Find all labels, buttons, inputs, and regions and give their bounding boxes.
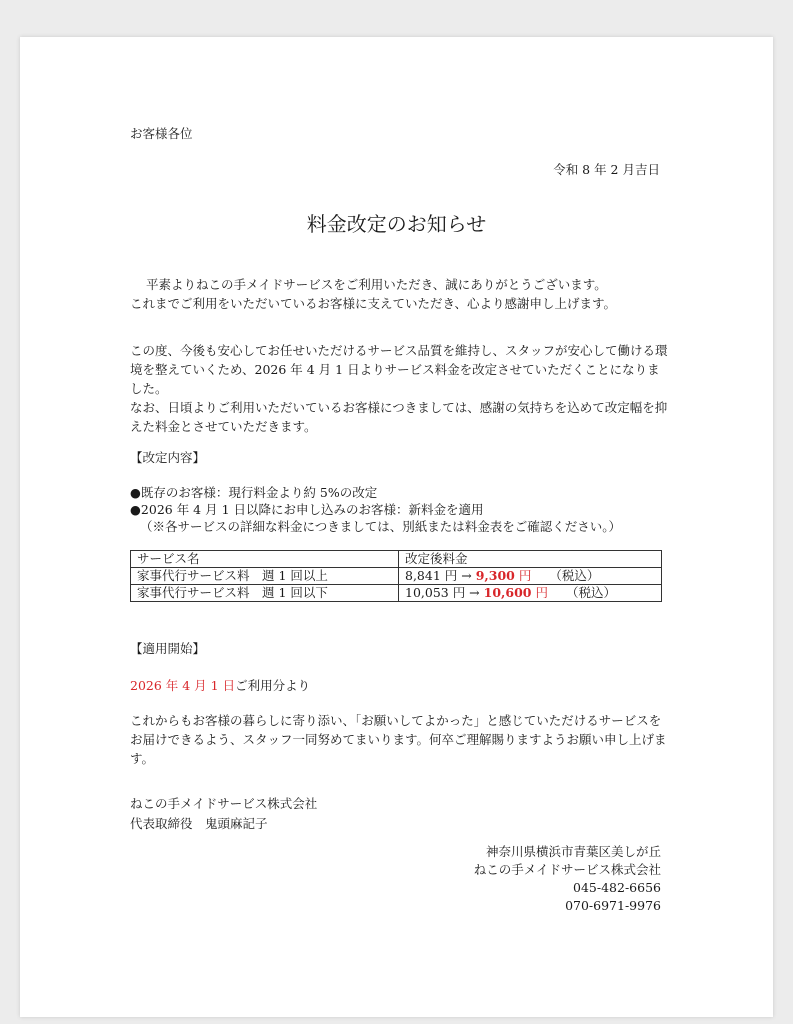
salutation: お客様各位 [130,126,193,141]
bullet-existing: ●既存のお客様：現行料金より約 5%の改定 [130,485,378,500]
section-heading-changes: 【改定内容】 [130,450,206,465]
greeting [130,275,670,313]
reason-para-1: この度、今後も安心してお任せいただけるサービス品質を維持し、スタッフが安心して働ける環境を整えていくため、2026 年 4 月 1 日よりサービス料金を改定させていただくことになりました。 [130,343,668,396]
company-name: ねこの手メイドサービス株式会社 [130,796,318,811]
fee-table [130,550,662,602]
reason-paragraph [130,341,670,436]
contact-company: ねこの手メイドサービス株式会社 [473,862,661,877]
table-row [131,585,662,602]
closing-paragraph: これからもお客様の暮らしに寄り添い、「お願いしてよかった」と感じていただけるサービスをお届けできるよう、スタッフ一同努めてまいります。何卒ご理解賜りますようお願い申し上げます。 [130,713,667,766]
representative: 代表取締役 鬼頭麻記子 [130,816,268,831]
reason-para-2: なお、日頃よりご利用いただいているお客様につきましては、感謝の気持ちを込めて改定幅を抑えた料金とさせていただきます。 [130,400,668,434]
service-name: 家事代行サービス料 週 1 回以上 [131,568,399,585]
start-date: 2026 年 4 月 1 日 [130,678,236,693]
table-row [131,568,662,585]
service-name: 家事代行サービス料 週 1 回以下 [131,585,399,602]
header-service: サービス名 [131,551,399,568]
bullet-note: （※各サービスの詳細な料金につきましては、別紙または料金表をご確認ください。） [140,519,622,534]
start-suffix: ご利用分より [235,678,311,693]
new-price: 9,300 [475,568,515,583]
old-price: 8,841 円 → [405,568,472,583]
start-date-line [130,677,310,695]
date: 令和 8 年 2 月吉日 [553,162,660,177]
contact-phone-1: 045-482-6656 [573,880,661,895]
price-unit: 円 [518,568,532,583]
company-signature [130,794,317,834]
contact-block [474,843,661,915]
old-price: 10,053 円 → [405,585,480,600]
header-price: 改定後料金 [399,551,662,568]
contact-address: 神奈川県横浜市青葉区美しが丘 [485,844,661,859]
greeting-line-2: これまでご利用をいただいているお客様に支えていただき、心より感謝申し上げます。 [130,296,617,311]
tax-label: （税込） [566,585,617,600]
section-heading-start: 【適用開始】 [130,641,206,656]
document-page [20,37,773,1017]
greeting-line-1: 平素よりねこの手メイドサービスをご利用いただき、誠にありがとうございます。 [146,277,607,292]
document-title: 料金改定のお知らせ [306,212,487,236]
price-unit: 円 [535,585,548,600]
contact-phone-2: 070-6971-9976 [565,898,661,913]
price-cell [399,568,662,585]
tax-label: （税込） [549,568,600,583]
bullet-new: ●2026 年 4 月 1 日以降にお申し込みのお客様：新料金を適用 [130,502,484,517]
table-header-row [131,551,662,568]
change-bullets [130,484,621,535]
price-cell [399,585,662,602]
new-price: 10,600 [483,585,532,600]
